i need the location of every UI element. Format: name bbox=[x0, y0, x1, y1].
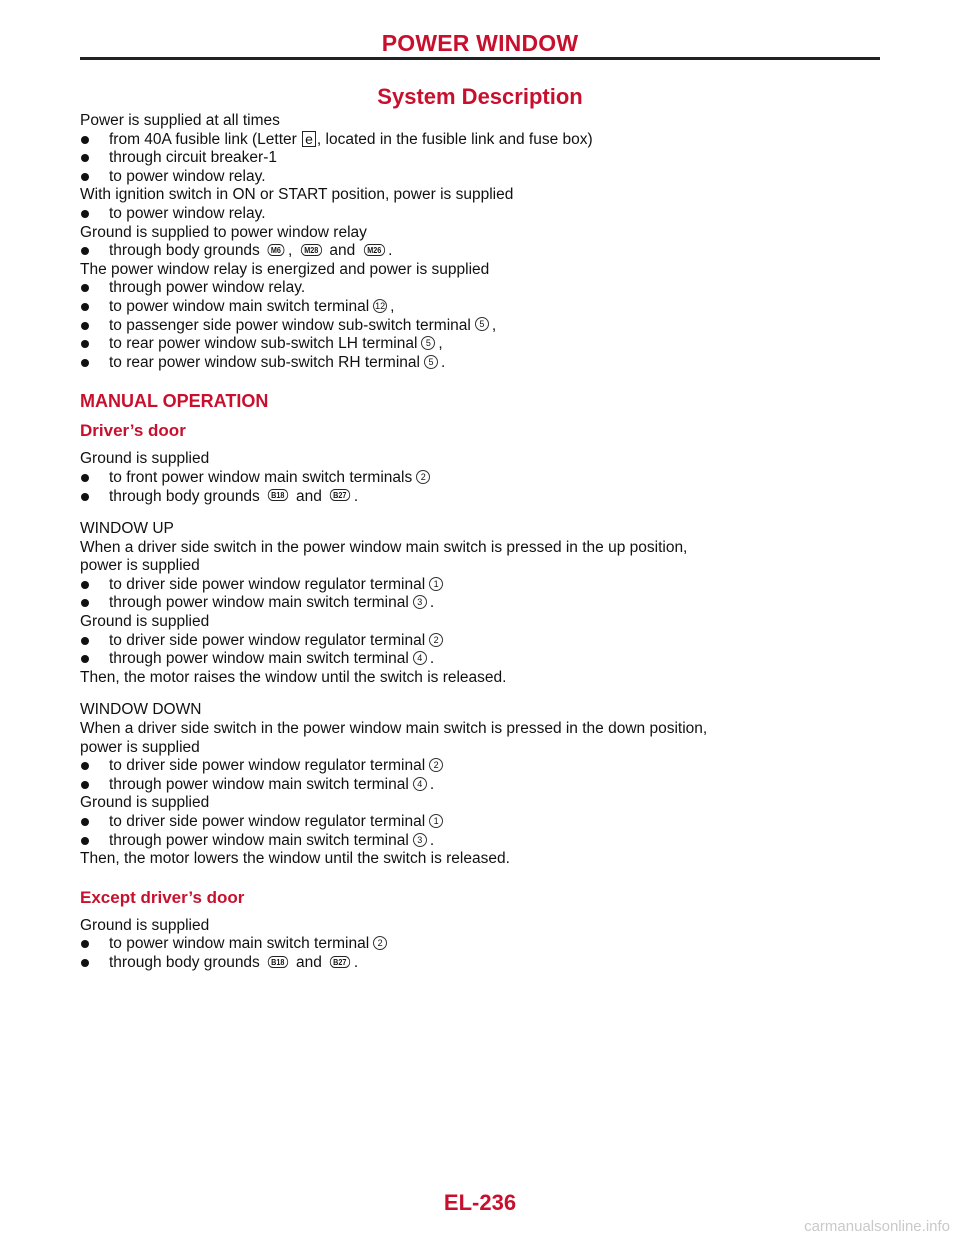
paragraph-line: Then, the motor raises the window until the switch is released. bbox=[80, 668, 507, 686]
manual-operation-heading: MANUAL OPERATION bbox=[80, 391, 269, 412]
ground-ref-badge: M28 bbox=[300, 244, 321, 256]
drivers-door-heading: Driver’s door bbox=[80, 421, 186, 441]
terminal-number-badge: 2 bbox=[429, 633, 443, 647]
ground-ref-badge: M6 bbox=[268, 244, 285, 256]
paragraph-line: Then, the motor lowers the window until the switch is released. bbox=[80, 850, 510, 868]
bullet-item bbox=[80, 757, 880, 776]
window-down-title: WINDOW DOWN bbox=[80, 701, 202, 719]
terminal-number-badge: 5 bbox=[421, 336, 435, 350]
text: to front power window main switch terminals bbox=[109, 468, 413, 486]
ground-line: Ground is supplied bbox=[80, 916, 210, 934]
bullet-item bbox=[80, 488, 880, 507]
terminal-number-badge: 12 bbox=[375, 300, 386, 311]
text: and bbox=[329, 242, 356, 260]
bullet-item bbox=[80, 317, 880, 336]
text: to driver side power window regulator terminal bbox=[109, 575, 426, 593]
bullet-item bbox=[80, 954, 880, 973]
ground-ref-badge: B27 bbox=[330, 956, 350, 968]
terminal-number-badge: 2 bbox=[373, 936, 387, 950]
text: to power window main switch terminal bbox=[109, 935, 370, 953]
terminal-number-badge: 3 bbox=[413, 833, 427, 847]
text: , bbox=[390, 297, 395, 315]
text: and bbox=[296, 953, 322, 971]
text: and bbox=[296, 487, 322, 505]
page-code: EL-236 bbox=[443, 1190, 517, 1215]
except-drivers-door-heading: Except driver’s door bbox=[80, 887, 245, 907]
intro-line: Ground is supplied to power window relay bbox=[80, 223, 367, 241]
terminal-number-badge: 4 bbox=[413, 777, 427, 791]
terminal-number-badge: 3 bbox=[413, 595, 427, 609]
bullet-item bbox=[80, 298, 880, 317]
text: to rear power window sub-switch RH terminal bbox=[109, 353, 420, 371]
bullet-item bbox=[80, 594, 880, 613]
bullet-item bbox=[80, 632, 880, 651]
text: through power window main switch terminal bbox=[109, 831, 409, 849]
text: , bbox=[438, 335, 443, 353]
intro-line: Power is supplied at all times bbox=[80, 112, 280, 129]
bullet-item bbox=[80, 354, 880, 373]
header-divider bbox=[80, 57, 880, 60]
text: . bbox=[429, 831, 435, 849]
bullet-item bbox=[80, 131, 880, 150]
text: through power window main switch terminal bbox=[109, 594, 409, 612]
bullet-item bbox=[80, 813, 880, 832]
bullet-item bbox=[80, 776, 880, 795]
bullet-item bbox=[80, 335, 880, 354]
text: from 40A fusible link (Letter bbox=[109, 130, 302, 148]
paragraph-line: When a driver side switch in the power window main switch is pressed in the up position, bbox=[80, 538, 688, 556]
text: to passenger side power window sub-switch terminal bbox=[109, 316, 471, 334]
ground-line: Ground is supplied bbox=[80, 450, 210, 468]
text: to driver side power window regulator terminal bbox=[109, 631, 426, 649]
paragraph-line: When a driver side switch in the power window main switch is pressed in the down position, bbox=[80, 720, 708, 738]
paragraph-line: power is supplied bbox=[80, 557, 200, 575]
ground-ref-badge: B27 bbox=[330, 489, 350, 501]
intro-line: With ignition switch in ON or START position, power is supplied bbox=[80, 186, 514, 204]
text: to driver side power window regulator terminal bbox=[109, 757, 426, 775]
text: . bbox=[429, 775, 435, 793]
paragraph-line: power is supplied bbox=[80, 738, 200, 756]
bullet-item bbox=[80, 469, 880, 488]
section-title: System Description bbox=[377, 84, 583, 109]
ground-line: Ground is supplied bbox=[80, 794, 210, 812]
ground-line: Ground is supplied bbox=[80, 613, 210, 631]
bullet-item: to power window relay. bbox=[80, 205, 880, 224]
bullet-item: through circuit breaker-1 bbox=[80, 149, 880, 168]
text: . bbox=[388, 242, 393, 260]
watermark: carmanualsonline.info bbox=[804, 1218, 950, 1235]
text: to rear power window sub-switch LH terminal bbox=[109, 335, 418, 353]
intro-line: The power window relay is energized and power is supplied bbox=[80, 260, 490, 278]
document-body bbox=[80, 112, 880, 973]
bullet-item bbox=[80, 650, 880, 669]
ground-ref-badge: B18 bbox=[268, 489, 288, 501]
terminal-number-badge: 1 bbox=[429, 577, 443, 591]
fusible-link-letter: e bbox=[302, 131, 316, 147]
terminal-number-badge: 5 bbox=[475, 317, 489, 331]
ground-ref-badge: M26 bbox=[363, 244, 384, 256]
text: . bbox=[353, 953, 359, 971]
text: , bbox=[491, 316, 497, 334]
text: through body grounds bbox=[109, 953, 260, 971]
window-up-title: WINDOW UP bbox=[80, 520, 174, 538]
bullet-item bbox=[80, 576, 880, 595]
text: . bbox=[429, 594, 435, 612]
terminal-number-badge: 2 bbox=[429, 758, 443, 772]
ground-ref-badge: B18 bbox=[268, 956, 288, 968]
text: to driver side power window regulator terminal bbox=[109, 813, 426, 830]
text: through body grounds bbox=[109, 242, 260, 260]
text: , located in the fusible link and fuse box) bbox=[316, 130, 593, 148]
bullet-item: to power window relay. bbox=[80, 168, 880, 187]
text: . bbox=[440, 353, 446, 371]
bullet-item bbox=[80, 242, 880, 261]
text: , bbox=[287, 242, 293, 260]
text: through body grounds bbox=[109, 487, 260, 505]
text: through power window main switch terminal bbox=[109, 650, 409, 668]
text: . bbox=[429, 650, 435, 668]
page-header-title: POWER WINDOW bbox=[381, 30, 579, 56]
bullet-item: through power window relay. bbox=[80, 279, 880, 298]
text: through power window main switch terminal bbox=[109, 775, 409, 793]
bullet-item bbox=[80, 935, 880, 954]
text: to power window main switch terminal bbox=[109, 297, 370, 315]
terminal-number-badge: 1 bbox=[429, 814, 443, 828]
text: . bbox=[353, 487, 359, 505]
terminal-number-badge: 4 bbox=[413, 651, 427, 665]
terminal-number-badge: 5 bbox=[424, 355, 438, 369]
terminal-number-badge: 2 bbox=[416, 470, 430, 484]
bullet-item bbox=[80, 832, 880, 851]
